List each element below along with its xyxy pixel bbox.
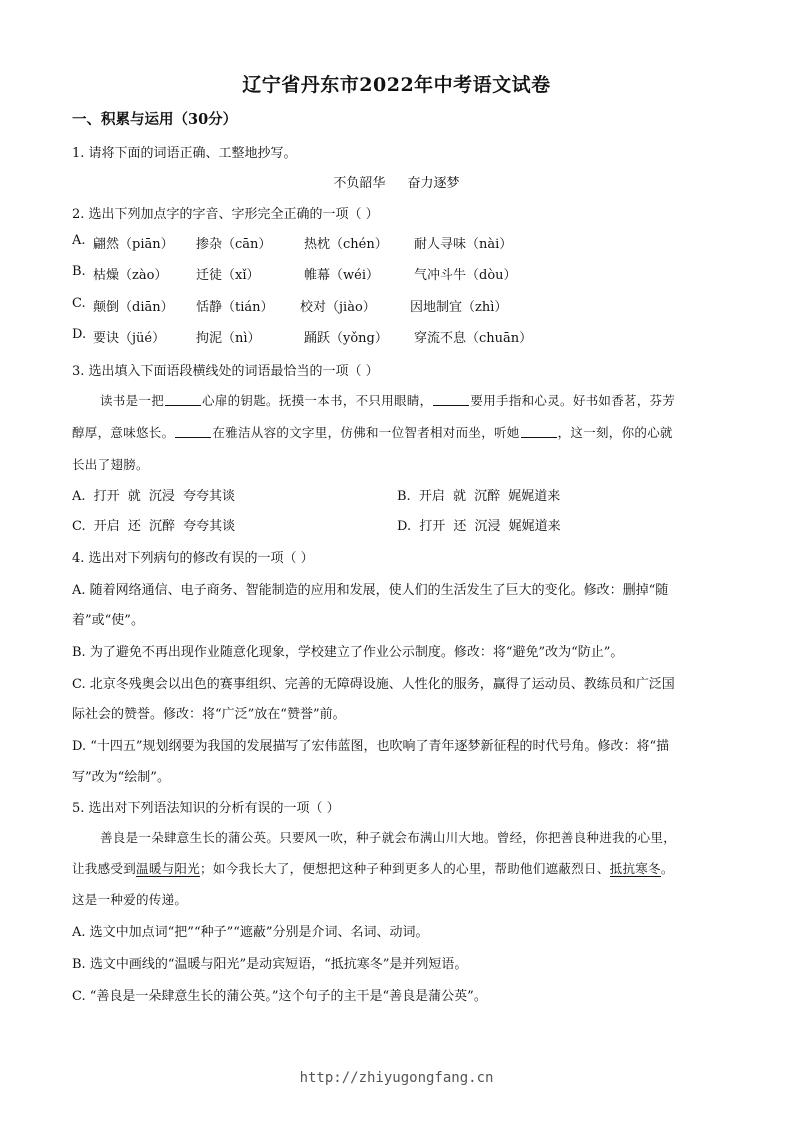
question-4-option-d: D. “十四五”规划纲要为我国的发展描写了宏伟蓝图，也吹响了青年逐梦新征程的时代号角。修改：将“描 (72, 739, 670, 754)
blank-line (521, 425, 557, 438)
footer-url: http://zhiyugongfang.cn (299, 1070, 494, 1086)
question-4-stem: 4. 选出对下列病句的修改有误的一项（ ） (72, 551, 314, 566)
question-4-option-a: A. 随着网络通信、电子商务、智能制造的应用和发展，使人们的生活发生了巨大的变化。修改：删掉“随 (72, 583, 669, 598)
section-heading: 一、积累与运用（30分） (72, 111, 238, 128)
question-3-passage-line-3: 长出了翅膀。 (72, 457, 149, 472)
question-3-passage-line-1: 读书是一把 心扉的钥匙。抚摸一本书，不只用眼睛， 要用手指和心灵。好书如香茗，芬芳 (100, 393, 676, 408)
question-5-option-b: B. 选文中画线的“温暖与阳光”是动宾短语，“抵抗寒冬”是并列短语。 (72, 957, 468, 972)
question-1-stem: 1. 请将下面的词语正确、工整地抄写。 (72, 146, 297, 161)
underlined-phrase: 温暖与阳光 (136, 861, 201, 876)
question-1-words: 不负韶华 奋力逐梦 (333, 176, 460, 191)
question-3-option-d: D. 打开 还 沉浸 娓娓道来 (397, 519, 561, 534)
question-4-option-c-cont: 际社会的赞誉。修改：将“广泛”放在“赞誉”前。 (72, 707, 346, 722)
question-5-passage-line-1: 善良是一朵肆意生长的蒲公英。只要风一吹，种子就会布满山川大地。曾经，你把善良种进我的心里， (100, 830, 677, 845)
question-3-stem: 3. 选出填入下面语段横线处的词语最恰当的一项（ ） (72, 364, 379, 379)
question-5-passage-line-2: 让我感受到温暖与阳光；如今我长大了，便想把这种子种到更多人的心里，帮助他们遮蔽烈日、抵抗寒冬。 (72, 861, 674, 876)
question-4-option-d-cont: 写”改为“绘制”。 (72, 770, 170, 785)
blank-line (175, 425, 211, 438)
blank-line (433, 393, 469, 406)
question-5-passage-line-3: 这是一种爱的传递。 (72, 892, 188, 907)
question-3-option-a: A. 打开 就 沉浸 夸夸其谈 (72, 489, 236, 504)
question-5-option-c: C. “善良是一朵肆意生长的蒲公英。”这个句子的主干是“善良是蒲公英”。 (72, 989, 487, 1004)
question-5-option-a: A. 选文中加点词“把”“种子”“遮蔽”分别是介词、名词、动词。 (72, 925, 429, 940)
question-2-stem: 2. 选出下列加点字的字音、字形完全正确的一项（ ） (72, 207, 379, 222)
question-4-option-b: B. 为了避免不再出现作业随意化现象，学校建立了作业公示制度。修改：将“避免”改为“防止”。 (72, 645, 624, 660)
page-title: 辽宁省丹东市2022年中考语文试卷 (242, 74, 551, 96)
blank-line (165, 393, 201, 406)
question-4-option-a-cont: 着”或“使”。 (72, 613, 144, 628)
question-5-stem: 5. 选出对下列语法知识的分析有误的一项（ ） (72, 801, 340, 816)
question-3-passage-line-2: 醇厚，意味悠长。 在雅洁从容的文字里，仿佛和一位智者相对而坐，听她 ，这一刻，你的心就 (72, 425, 673, 440)
question-3-option-c: C. 开启 还 沉醉 夸夸其谈 (72, 519, 236, 534)
question-3-option-b: B. 开启 就 沉醉 娓娓道来 (397, 489, 561, 504)
underlined-phrase: 抵抗寒冬 (609, 861, 661, 876)
question-4-option-c: C. 北京冬残奥会以出色的赛事组织、完善的无障碍设施、人性化的服务，赢得了运动员、教练员和广泛国 (72, 677, 675, 692)
